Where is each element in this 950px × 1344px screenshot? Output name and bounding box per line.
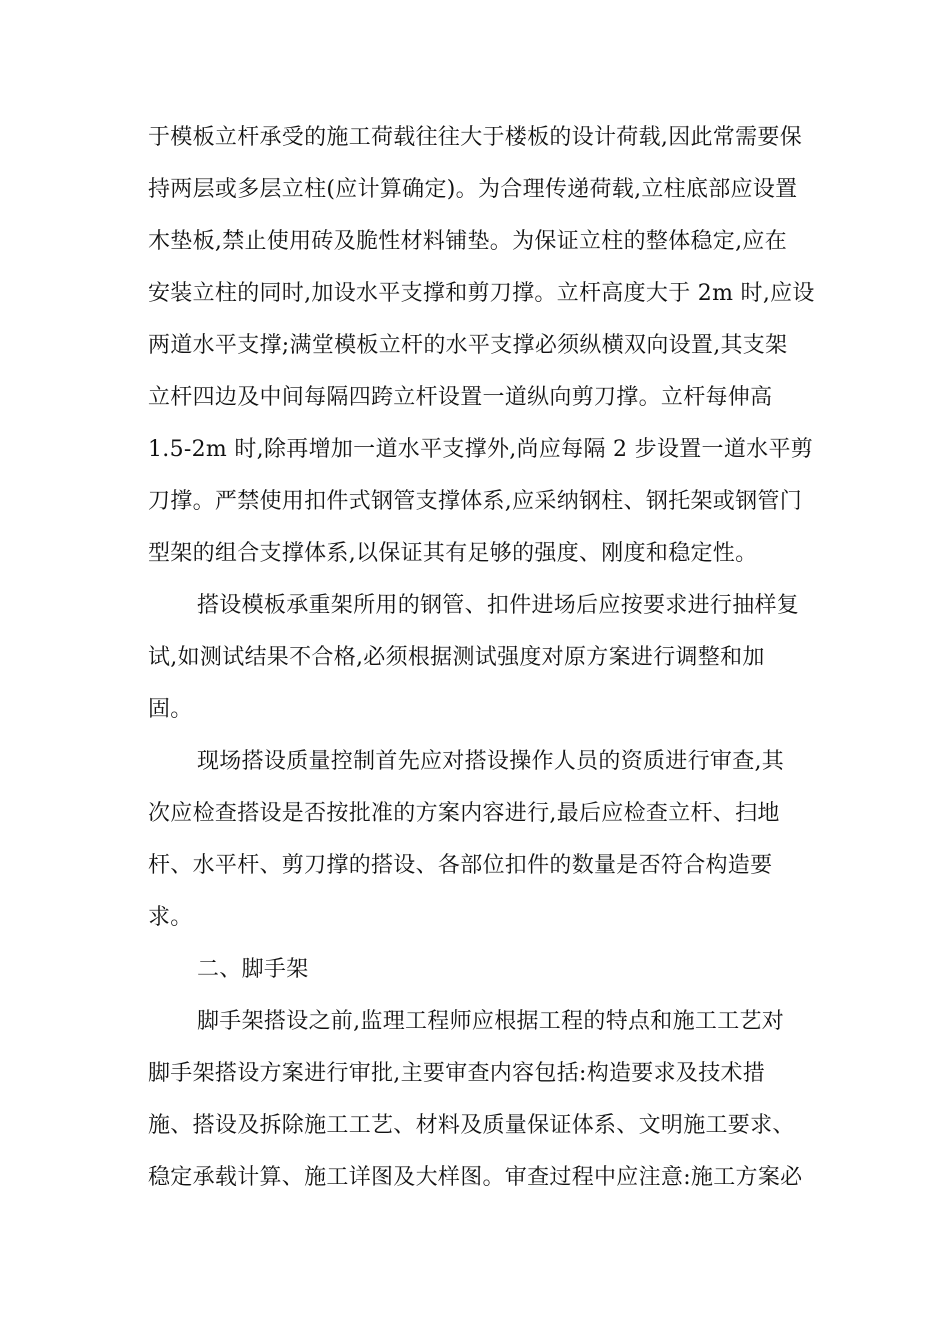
text-line: 立杆四边及中间每隔四跨立杆设置一道纵向剪刀撑。立杆每伸高: [148, 385, 773, 410]
text-line: 杆、水平杆、剪刀撑的搭设、各部位扣件的数量是否符合构造要: [148, 853, 773, 878]
text-line: 型架的组合支撑体系,以保证其有足够的强度、刚度和稳定性。: [148, 541, 758, 566]
text-line: 持两层或多层立柱(应计算确定)。为合理传递荷载,立柱底部应设置: [148, 177, 798, 202]
text-line: 次应检查搭设是否按批准的方案内容进行,最后应检查立杆、扫地: [148, 801, 780, 826]
text-line: 施、搭设及拆除施工工艺、材料及质量保证体系、文明施工要求、: [148, 1113, 795, 1138]
text-line: 木垫板,禁止使用砖及脆性材料铺垫。为保证立柱的整体稳定,应在: [148, 229, 787, 254]
text-line: 于模板立杆承受的施工荷载往往大于楼板的设计荷载,因此常需要保: [148, 125, 802, 150]
text-line: 两道水平支撑;满堂模板立杆的水平支撑必须纵横双向设置,其支架: [148, 333, 788, 358]
text-line: 试,如测试结果不合格,必须根据测试强度对原方案进行调整和加: [148, 645, 765, 670]
text-line: 固。: [148, 697, 193, 722]
text-line: 脚手架搭设方案进行审批,主要审查内容包括:构造要求及技术措: [148, 1061, 766, 1086]
paragraph-first-line: 脚手架搭设之前,监理工程师应根据工程的特点和施工工艺对: [197, 1009, 785, 1034]
text-line: 求。: [148, 905, 193, 930]
paragraph-first-line: 现场搭设质量控制首先应对搭设操作人员的资质进行审查,其: [197, 749, 785, 774]
text-line: 稳定承载计算、施工详图及大样图。审查过程中应注意:施工方案必: [148, 1165, 803, 1190]
section-heading: 二、脚手架: [197, 957, 309, 982]
paragraph-first-line: 搭设模板承重架所用的钢管、扣件进场后应按要求进行抽样复: [197, 593, 800, 618]
text-line: 1.5-2m 时,除再增加一道水平支撑外,尚应每隔 2 步设置一道水平剪: [148, 437, 814, 462]
text-line: 安装立柱的同时,加设水平支撑和剪刀撑。立杆高度大于 2m 时,应设: [148, 281, 815, 306]
text-line: 刀撑。严禁使用扣件式钢管支撑体系,应采纳钢柱、钢托架或钢管门: [148, 489, 802, 514]
